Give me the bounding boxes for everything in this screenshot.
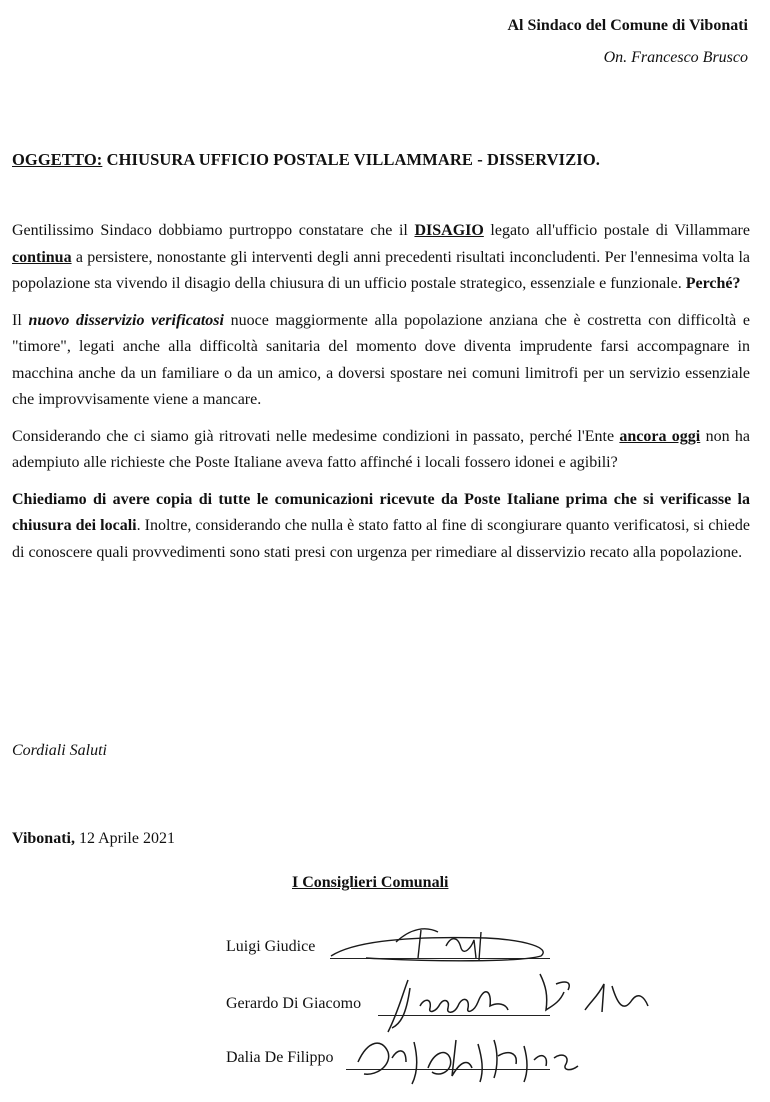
p1-question: Perché? — [685, 275, 741, 292]
paragraph-2 — [12, 308, 750, 414]
signer-name-3: Dalia De Filippo — [226, 1049, 334, 1066]
signatures-heading: I Consiglieri Comunali — [292, 874, 449, 891]
closing-salutation: Cordiali Saluti — [12, 742, 107, 759]
p3-text-a: Considerando che ci siamo già ritrovati nelle medesime condizioni in passato, perché l'Ente — [12, 427, 620, 445]
signature-1-icon — [326, 918, 556, 968]
paragraph-3 — [12, 424, 750, 477]
p2-emphasis: nuovo disservizio verificatosi — [28, 311, 224, 329]
date-value: 12 Aprile 2021 — [74, 830, 175, 847]
p4-text-b: . Inoltre, considerando che nulla è stato fatto al fine di scongiurare quanto verificatosi, si chiede di conoscere quali provvedimenti sono stati presi con urgenza per rimediare al disservizio recato alla popolazione. — [12, 517, 750, 561]
p1-text-c: legato all'ufficio postale di Villammare — [483, 222, 750, 239]
addressee-name: On. Francesco Brusco — [603, 49, 748, 66]
paragraph-1 — [12, 218, 750, 298]
signer-name-2: Gerardo Di Giacomo — [226, 995, 362, 1012]
date-line — [12, 830, 175, 848]
p2-text-c: nuoce maggiormente alla popolazione anziana che è costretta con difficoltà e "timore", legati anche alla difficoltà sanitaria del momento dove diventa imprudente farsi accompagnare in macchina anche da un familiare o da un amico, a doversi spostare nei comuni limitrofi per un servizio essenziale che improvvisamente viene a mancare. — [12, 311, 750, 408]
p3-emphasis: ancora oggi — [619, 427, 701, 445]
signature-3-icon — [348, 1022, 588, 1092]
letter-body — [12, 218, 750, 576]
p1-text-e: a persistere, nonostante gli interventi degli anni precedenti risultati inconcludenti. Per l'ennesima volta la popolazione sta vivendo il disagio della chiusura di un ufficio postale strategico, essenziale e funzionale. — [12, 248, 750, 292]
p2-text-a: Il — [12, 311, 29, 329]
p1-text-a: Gentilissimo Sindaco dobbiamo purtroppo constatare che il — [12, 222, 415, 239]
p4-bold-request: Chiediamo di avere copia di tutte le comunicazioni ricevute da Poste Italiane prima che si verificasse la chiusura dei locali — [12, 490, 750, 534]
signer-name-1: Luigi Giudice — [226, 938, 316, 955]
addressee-block — [508, 10, 749, 74]
paragraph-4 — [12, 487, 750, 567]
subject-text: CHIUSURA UFFICIO POSTALE VILLAMMARE - DISSERVIZIO. — [106, 150, 600, 169]
p1-emphasis-continua: continua — [12, 248, 72, 266]
date-place: Vibonati, — [12, 830, 75, 847]
p1-emphasis-disagio: DISAGIO — [414, 222, 484, 239]
subject-line — [12, 150, 600, 170]
p3-text-c: non ha adempiuto alle richieste che Poste Italiane aveva fatto affinché i locali fossero idonei e agibili? — [12, 427, 751, 471]
addressee-title: Al Sindaco del Comune di Vibonati — [507, 17, 748, 34]
subject-label: OGGETTO: — [12, 150, 103, 169]
